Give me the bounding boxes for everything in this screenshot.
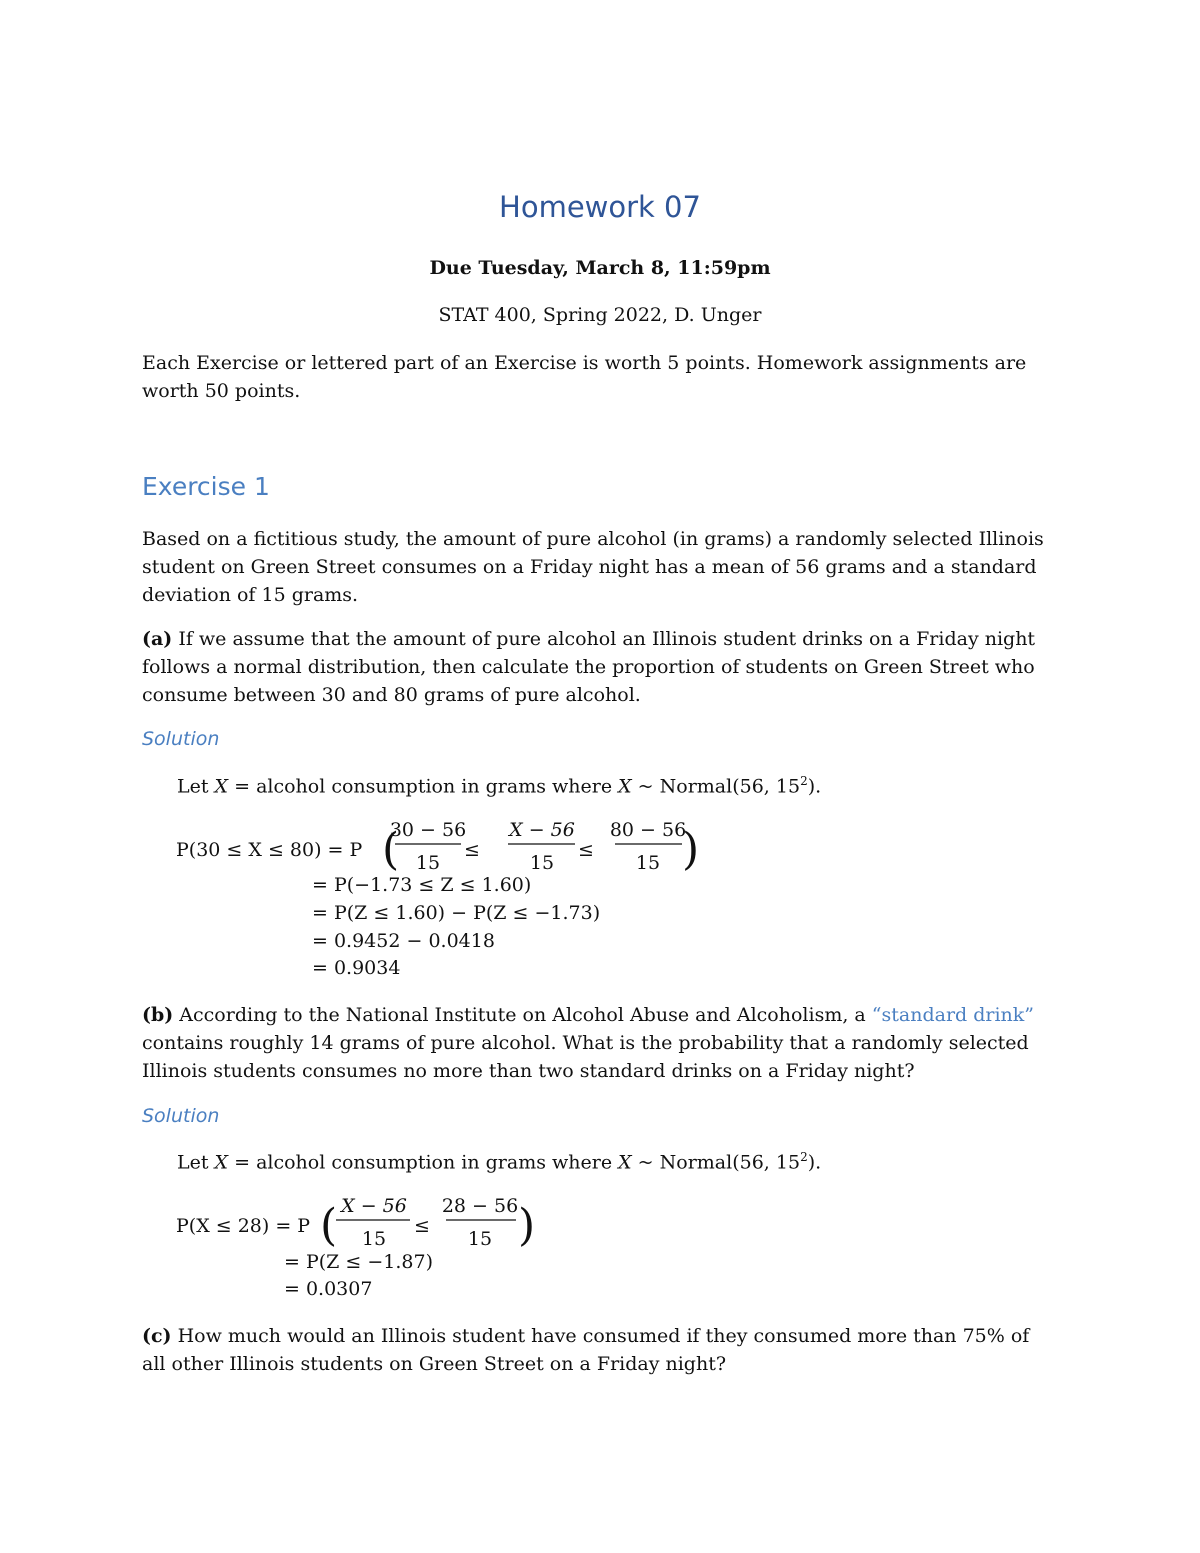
let-sup-b: 2	[800, 1150, 808, 1164]
eq-a-f3-num: 80 − 56	[609, 819, 687, 841]
part-b-text2: contains roughly 14 grams of pure alcohol. What is the probability that a randomly selected Illinois students consumes no more than two standard drinks on a Friday night?	[142, 1032, 1029, 1082]
eq-b-leq: ≤	[414, 1215, 430, 1237]
let-statement-b	[177, 1150, 821, 1173]
part-a-text: If we assume that the amount of pure alcohol an Illinois student drinks on a Friday night follows a normal distribution, then calculate the proportion of students on Green Street who consume between 30 and 80 grams of pure alcohol.	[142, 628, 1036, 706]
eq-a-f3-den: 15	[635, 852, 661, 874]
let-prefix: Let	[177, 775, 215, 798]
part-c-text: How much would an Illinois student have consumed if they consumed more than 75% of all other Illinois students on Green Street on a Friday night?	[142, 1325, 1030, 1375]
standard-drink-link[interactable]: “standard drink”	[871, 1004, 1035, 1026]
let-var2-b: X	[618, 1151, 632, 1174]
eq-a-f1-num: 30 − 56	[389, 819, 467, 841]
part-b-question	[142, 1001, 1057, 1085]
due-date: Due Tuesday, March 8, 11:59pm	[429, 257, 771, 279]
eq-a-open-paren: (	[382, 824, 400, 875]
let-dist: ~ Normal(56, 15	[631, 775, 801, 798]
eq-a-f2-den: 15	[529, 852, 555, 874]
let-end-b: ).	[807, 1151, 822, 1174]
eq-b-line1: = P(Z ≤ −1.87)	[284, 1251, 433, 1273]
let-var2: X	[618, 775, 632, 798]
part-b-text1: According to the National Institute on Alcohol Abuse and Alcoholism, a	[173, 1004, 872, 1026]
eq-a-line1: = P(−1.73 ≤ Z ≤ 1.60)	[312, 874, 532, 896]
course-info: STAT 400, Spring 2022, D. Unger	[438, 304, 762, 326]
eq-a-close-paren: )	[682, 824, 700, 875]
intro-paragraph: Each Exercise or lettered part of an Exercise is worth 5 points. Homework assignments are worth 50 points.	[142, 352, 1027, 402]
part-a-label: (a)	[142, 628, 173, 650]
eq-b-f2-num: 28 − 56	[441, 1195, 519, 1217]
eq-a-leq1: ≤	[464, 839, 480, 861]
let-statement-a	[177, 774, 821, 797]
eq-b-line2: = 0.0307	[284, 1278, 373, 1300]
part-b-label: (b)	[142, 1004, 174, 1026]
let-prefix-b: Let	[177, 1151, 215, 1174]
part-c-label: (c)	[142, 1325, 172, 1347]
eq-a-line2: = P(Z ≤ 1.60) − P(Z ≤ −1.73)	[312, 902, 601, 924]
let-mid: = alcohol consumption in grams where	[228, 775, 619, 798]
equation-b-fractions	[170, 1188, 570, 1260]
eq-b-lhs: P(X ≤ 28) = P	[176, 1215, 311, 1237]
eq-a-lhs: P(30 ≤ X ≤ 80) = P	[176, 839, 363, 861]
part-a-question	[142, 625, 1057, 709]
solution-label-b: Solution	[142, 1105, 220, 1127]
let-sup: 2	[800, 774, 808, 788]
eq-b-close-paren: )	[518, 1200, 536, 1251]
eq-a-leq2: ≤	[578, 839, 594, 861]
eq-b-f2-den: 15	[467, 1228, 493, 1250]
part-c-question	[142, 1322, 1057, 1378]
eq-a-f2-num: X − 56	[509, 819, 575, 841]
let-mid-b: = alcohol consumption in grams where	[228, 1151, 619, 1174]
eq-b-open-paren: (	[320, 1200, 338, 1251]
exercise-1-intro: Based on a fictitious study, the amount of pure alcohol (in grams) a randomly selected Illinois student on Green Street consumes on a Friday night has a mean of 56 grams and a standard deviation of 15 grams.	[142, 528, 1044, 606]
eq-b-f1-den: 15	[361, 1228, 387, 1250]
let-var: X	[214, 775, 229, 798]
eq-a-line4: = 0.9034	[312, 957, 401, 979]
solution-label-a: Solution	[142, 728, 220, 750]
exercise-1-heading: Exercise 1	[142, 472, 270, 501]
eq-a-line3: = 0.9452 − 0.0418	[312, 930, 495, 952]
eq-a-f1-den: 15	[415, 852, 441, 874]
page-title: Homework 07	[499, 190, 701, 224]
eq-b-f1-num: X − 56	[341, 1195, 407, 1217]
let-var-b: X	[214, 1151, 229, 1174]
let-end: ).	[807, 775, 822, 798]
let-dist-b: ~ Normal(56, 15	[631, 1151, 801, 1174]
